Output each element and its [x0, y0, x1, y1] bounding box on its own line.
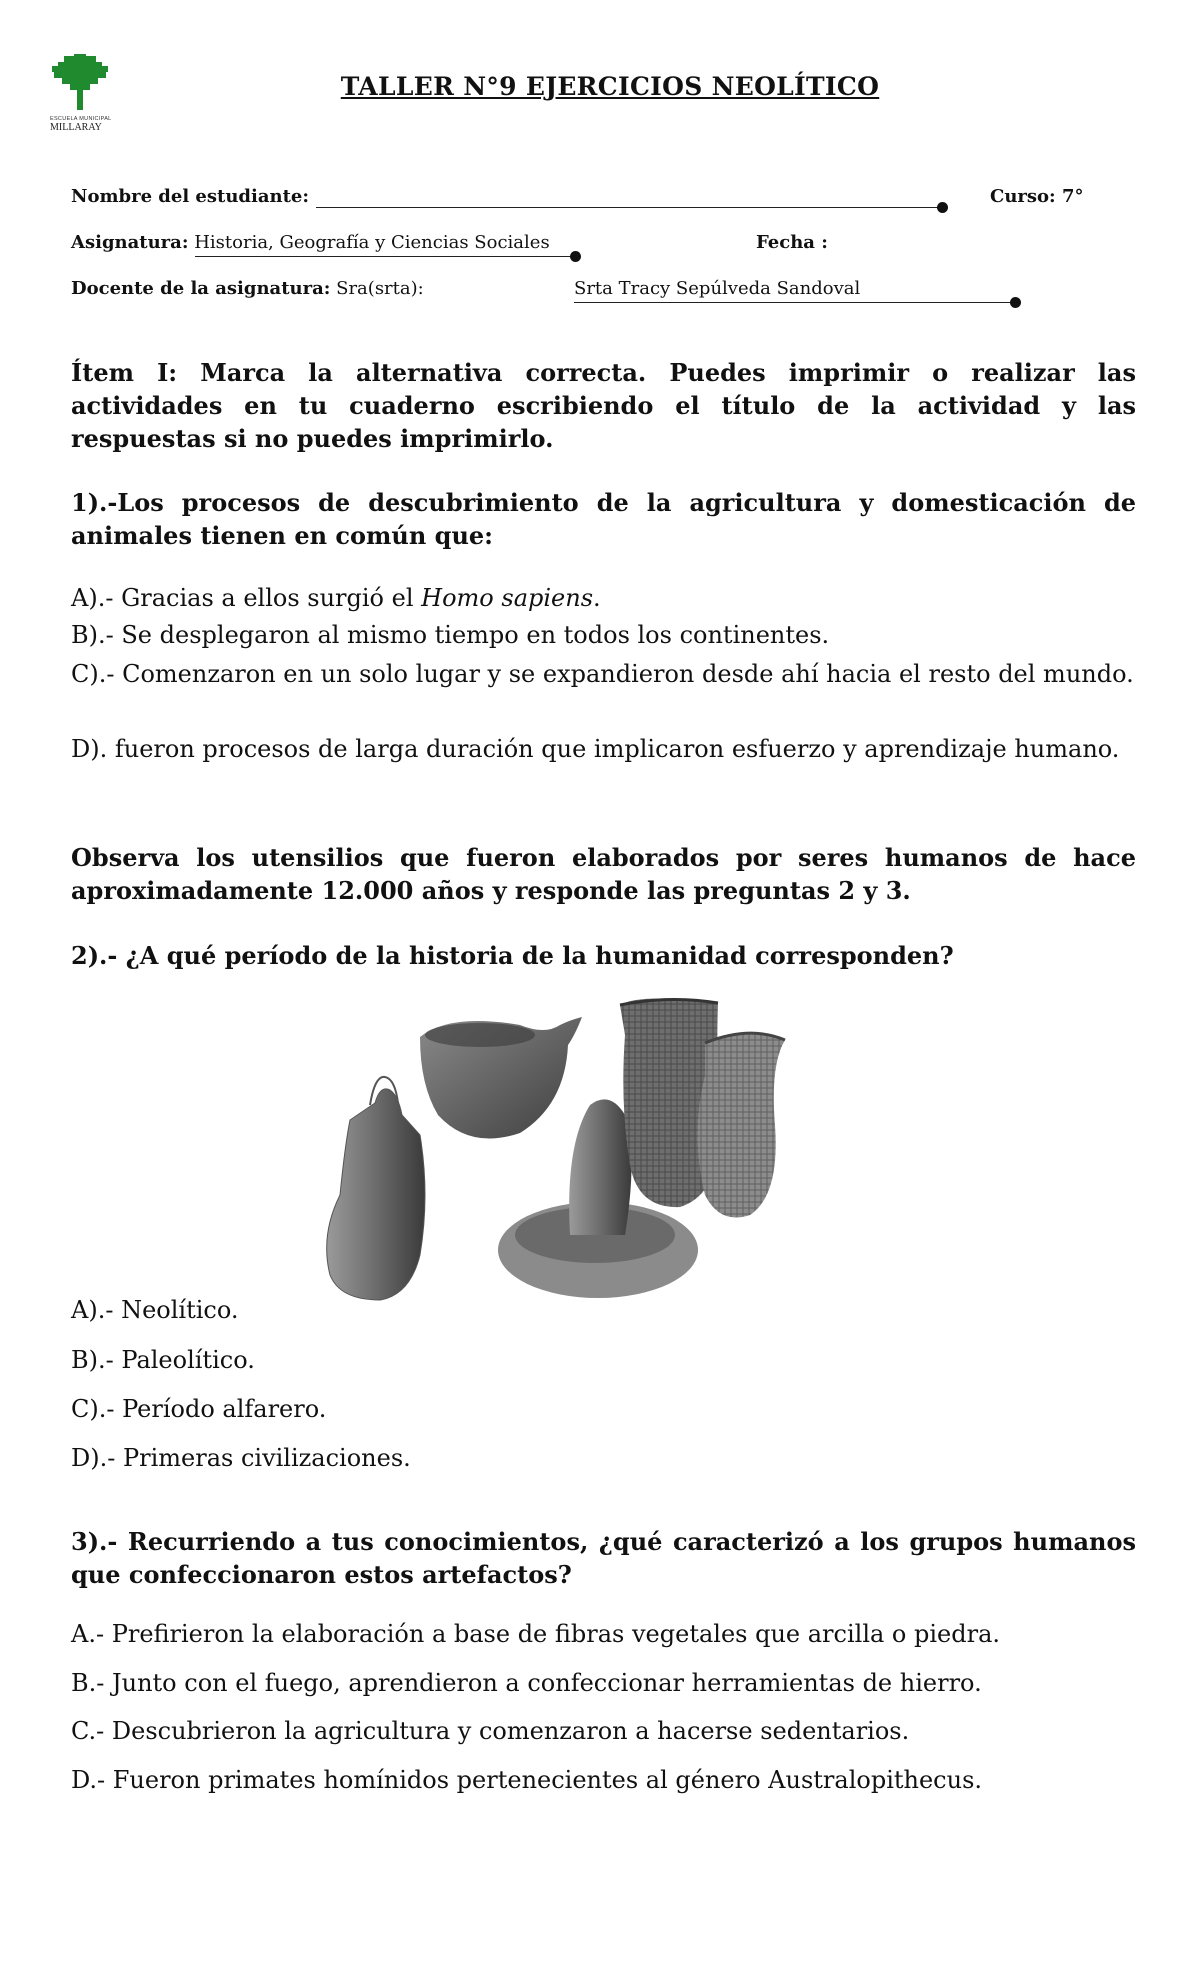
- course-label: Curso: 7°: [990, 186, 1084, 207]
- logo-school-name: MILLARAY: [50, 122, 102, 133]
- q2-option-d[interactable]: D).- Primeras civilizaciones.: [71, 1444, 411, 1472]
- q1-option-c[interactable]: C).- Comenzaron en un solo lugar y se expandieron desde ahí hacia el resto del mundo.: [71, 660, 1134, 688]
- line-end-dot: [937, 202, 948, 213]
- observe-instructions: Observa los utensilios que fueron elaborados por seres humanos de hace aproximadamente 12.000 años y responde las preguntas 2 y 3.: [71, 843, 1136, 905]
- question-3: 3).- Recurriendo a tus conocimientos, ¿qué caracterizó a los grupos humanos que confeccionaron estos artefactos?: [71, 1527, 1136, 1589]
- q1-option-a-text: A).- Gracias a ellos surgió el: [71, 584, 422, 612]
- subject-label: Asignatura:: [71, 232, 189, 253]
- date-label: Fecha :: [756, 232, 828, 253]
- logo-caption: ESCUELA MUNICIPAL: [50, 116, 112, 122]
- teacher-prefix: Sra(srta):: [336, 278, 424, 299]
- line-end-dot: [570, 251, 581, 262]
- line-end-dot: [1010, 297, 1021, 308]
- question-1: 1).-Los procesos de descubrimiento de la agricultura y domesticación de animales tienen en común que:: [71, 488, 1136, 550]
- q2-option-c[interactable]: C).- Período alfarero.: [71, 1395, 327, 1423]
- q1-option-a[interactable]: [71, 584, 601, 612]
- artifacts-photo: [320, 995, 910, 1315]
- q3-option-c[interactable]: C.- Descubrieron la agricultura y comenzaron a hacerse sedentarios.: [71, 1717, 910, 1745]
- subject-underline: [195, 256, 575, 257]
- item-instructions: Ítem I: Marca la alternativa correcta. Puedes imprimir o realizar las actividades en tu cuaderno escribiendo el título de la actividad y las respuestas si no puedes imprimirlo.: [71, 358, 1136, 453]
- q2-option-a[interactable]: A).- Neolítico.: [71, 1296, 239, 1324]
- q1-option-b[interactable]: B).- Se desplegaron al mismo tiempo en todos los continentes.: [71, 621, 830, 649]
- neolithic-artifacts-image: [320, 995, 910, 1315]
- q1-option-a-suffix: .: [593, 584, 601, 612]
- q3-option-a[interactable]: A.- Prefirieron la elaboración a base de fibras vegetales que arcilla o piedra.: [71, 1620, 1001, 1648]
- teacher-row: [71, 278, 424, 299]
- teacher-value: Srta Tracy Sepúlveda Sandoval: [574, 278, 861, 299]
- subject-row: [71, 232, 550, 253]
- question-2: 2).- ¿A qué período de la historia de la humanidad corresponden?: [71, 941, 954, 970]
- subject-value: Historia, Geografía y Ciencias Sociales: [194, 232, 550, 253]
- teacher-underline: [574, 302, 1014, 303]
- student-name-label: Nombre del estudiante:: [71, 186, 310, 207]
- q1-option-d[interactable]: D). fueron procesos de larga duración que implicaron esfuerzo y aprendizaje humano.: [71, 735, 1120, 763]
- teacher-label: Docente de la asignatura:: [71, 278, 331, 299]
- q3-option-b[interactable]: B.- Junto con el fuego, aprendieron a confeccionar herramientas de hierro.: [71, 1669, 982, 1697]
- q1-option-a-italic: Homo sapiens: [421, 584, 594, 612]
- page-title: TALLER N°9 EJERCICIOS NEOLÍTICO: [340, 72, 880, 101]
- q3-option-d[interactable]: D.- Fueron primates homínidos pertenecientes al género Australopithecus.: [71, 1766, 983, 1794]
- q2-option-b[interactable]: B).- Paleolítico.: [71, 1346, 255, 1374]
- student-name-field[interactable]: [316, 207, 942, 208]
